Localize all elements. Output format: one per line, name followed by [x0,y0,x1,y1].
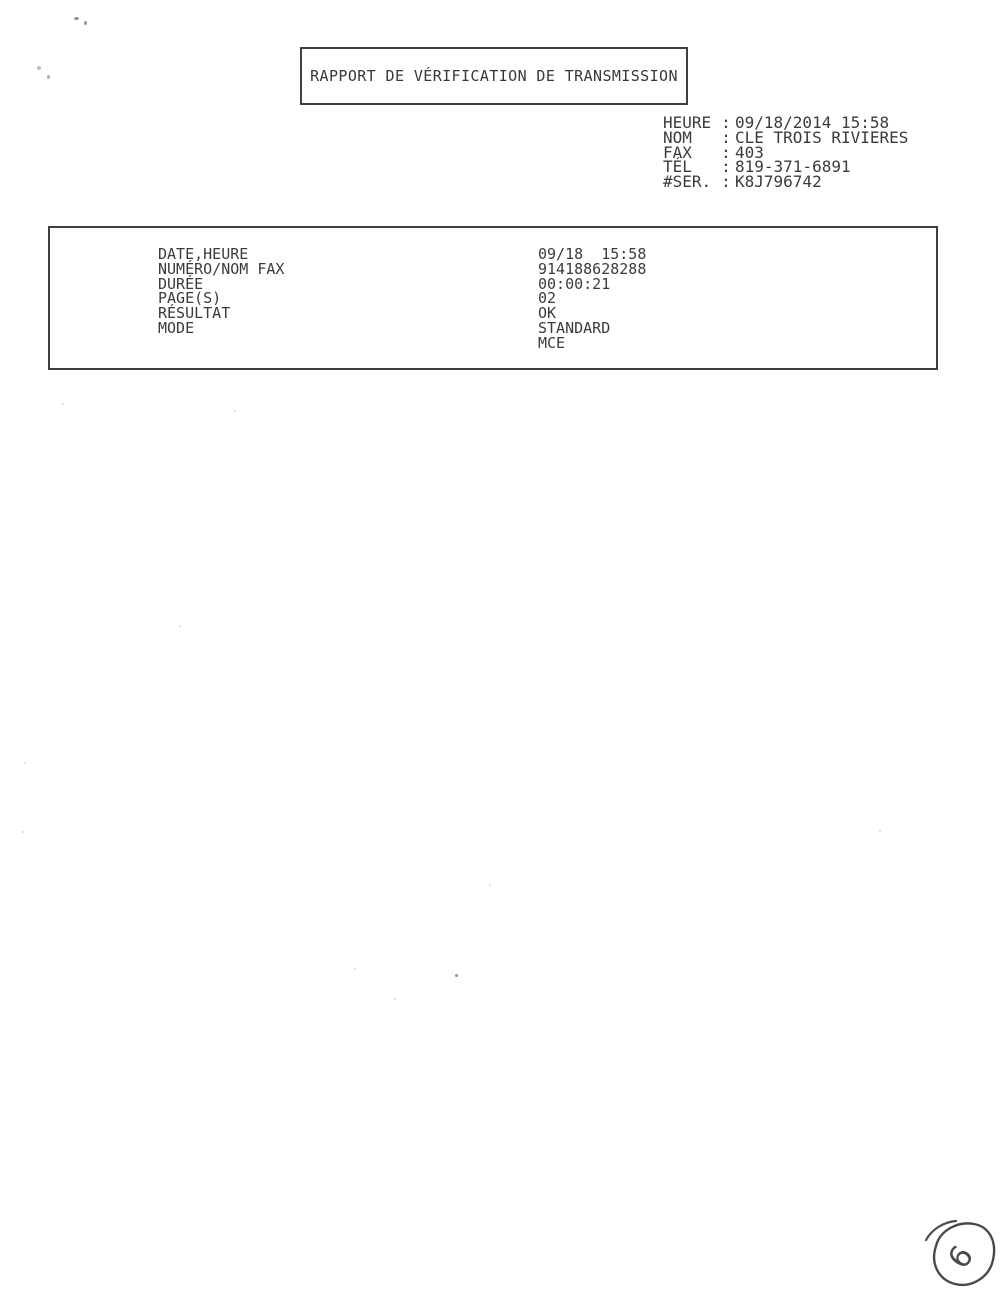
header-label: HEURE [663,113,712,132]
scan-speck [47,75,50,79]
row-label: PAGE(S) [158,289,222,308]
header-row-serial [663,172,908,192]
header-label: #SER. [663,172,712,192]
row-value: 914188628288 [538,259,647,278]
row-label: MODE [158,318,195,337]
scan-speck [62,403,64,405]
scan-speck [455,974,458,977]
scan-speck [879,830,881,832]
header-separator: : [721,127,731,147]
row-value: OK [538,304,557,323]
header-value: 403 [735,142,764,162]
row-label: RÉSULTAT [158,304,231,323]
fax-machine-header [663,113,909,192]
row-value: 00:00:21 [538,274,611,293]
row-value: STANDARD [538,318,611,337]
scan-speck [394,998,396,1000]
header-value: 819-371-6891 [735,157,851,177]
row-value: 09/18 15:58 [538,245,647,263]
scan-speck [22,831,24,833]
header-value: K8J796742 [735,172,822,192]
header-row-nom [663,127,909,147]
row-value: 02 [538,289,557,308]
scan-speck [37,66,41,70]
table-row-mode [50,318,936,337]
scan-speck [74,17,79,20]
header-separator: : [721,157,731,177]
pen-circle-icon [922,1216,1000,1296]
transmission-result-box [48,226,938,370]
header-label: TÉL [663,157,692,177]
scan-speck [354,968,356,970]
scan-speck [234,410,236,412]
row-label: DURÉE [158,274,204,293]
header-value: 09/18/2014 15:58 [735,113,890,132]
scan-speck [179,625,181,627]
header-separator: : [721,172,731,192]
row-label: DATE,HEURE [158,245,249,263]
row-label: NUMÉRO/NOM FAX [158,259,285,278]
header-separator: : [721,142,731,162]
header-separator: : [721,113,731,132]
handwritten-page-number: 6 [941,1239,981,1276]
scan-speck [24,762,26,764]
handwritten-circled-page-number [922,1216,1000,1296]
row-value: MCE [538,333,566,352]
report-title: RAPPORT DE VÉRIFICATION DE TRANSMISSION [310,67,678,85]
header-label: FAX [663,142,692,162]
header-label: NOM [663,127,692,147]
report-title-box [300,47,688,105]
header-value: CLE TROIS RIVIERES [735,127,909,147]
transmission-result-rows [50,247,936,351]
table-row-mode-cont [50,333,936,352]
scan-speck [489,884,491,886]
scan-speck [84,21,87,25]
